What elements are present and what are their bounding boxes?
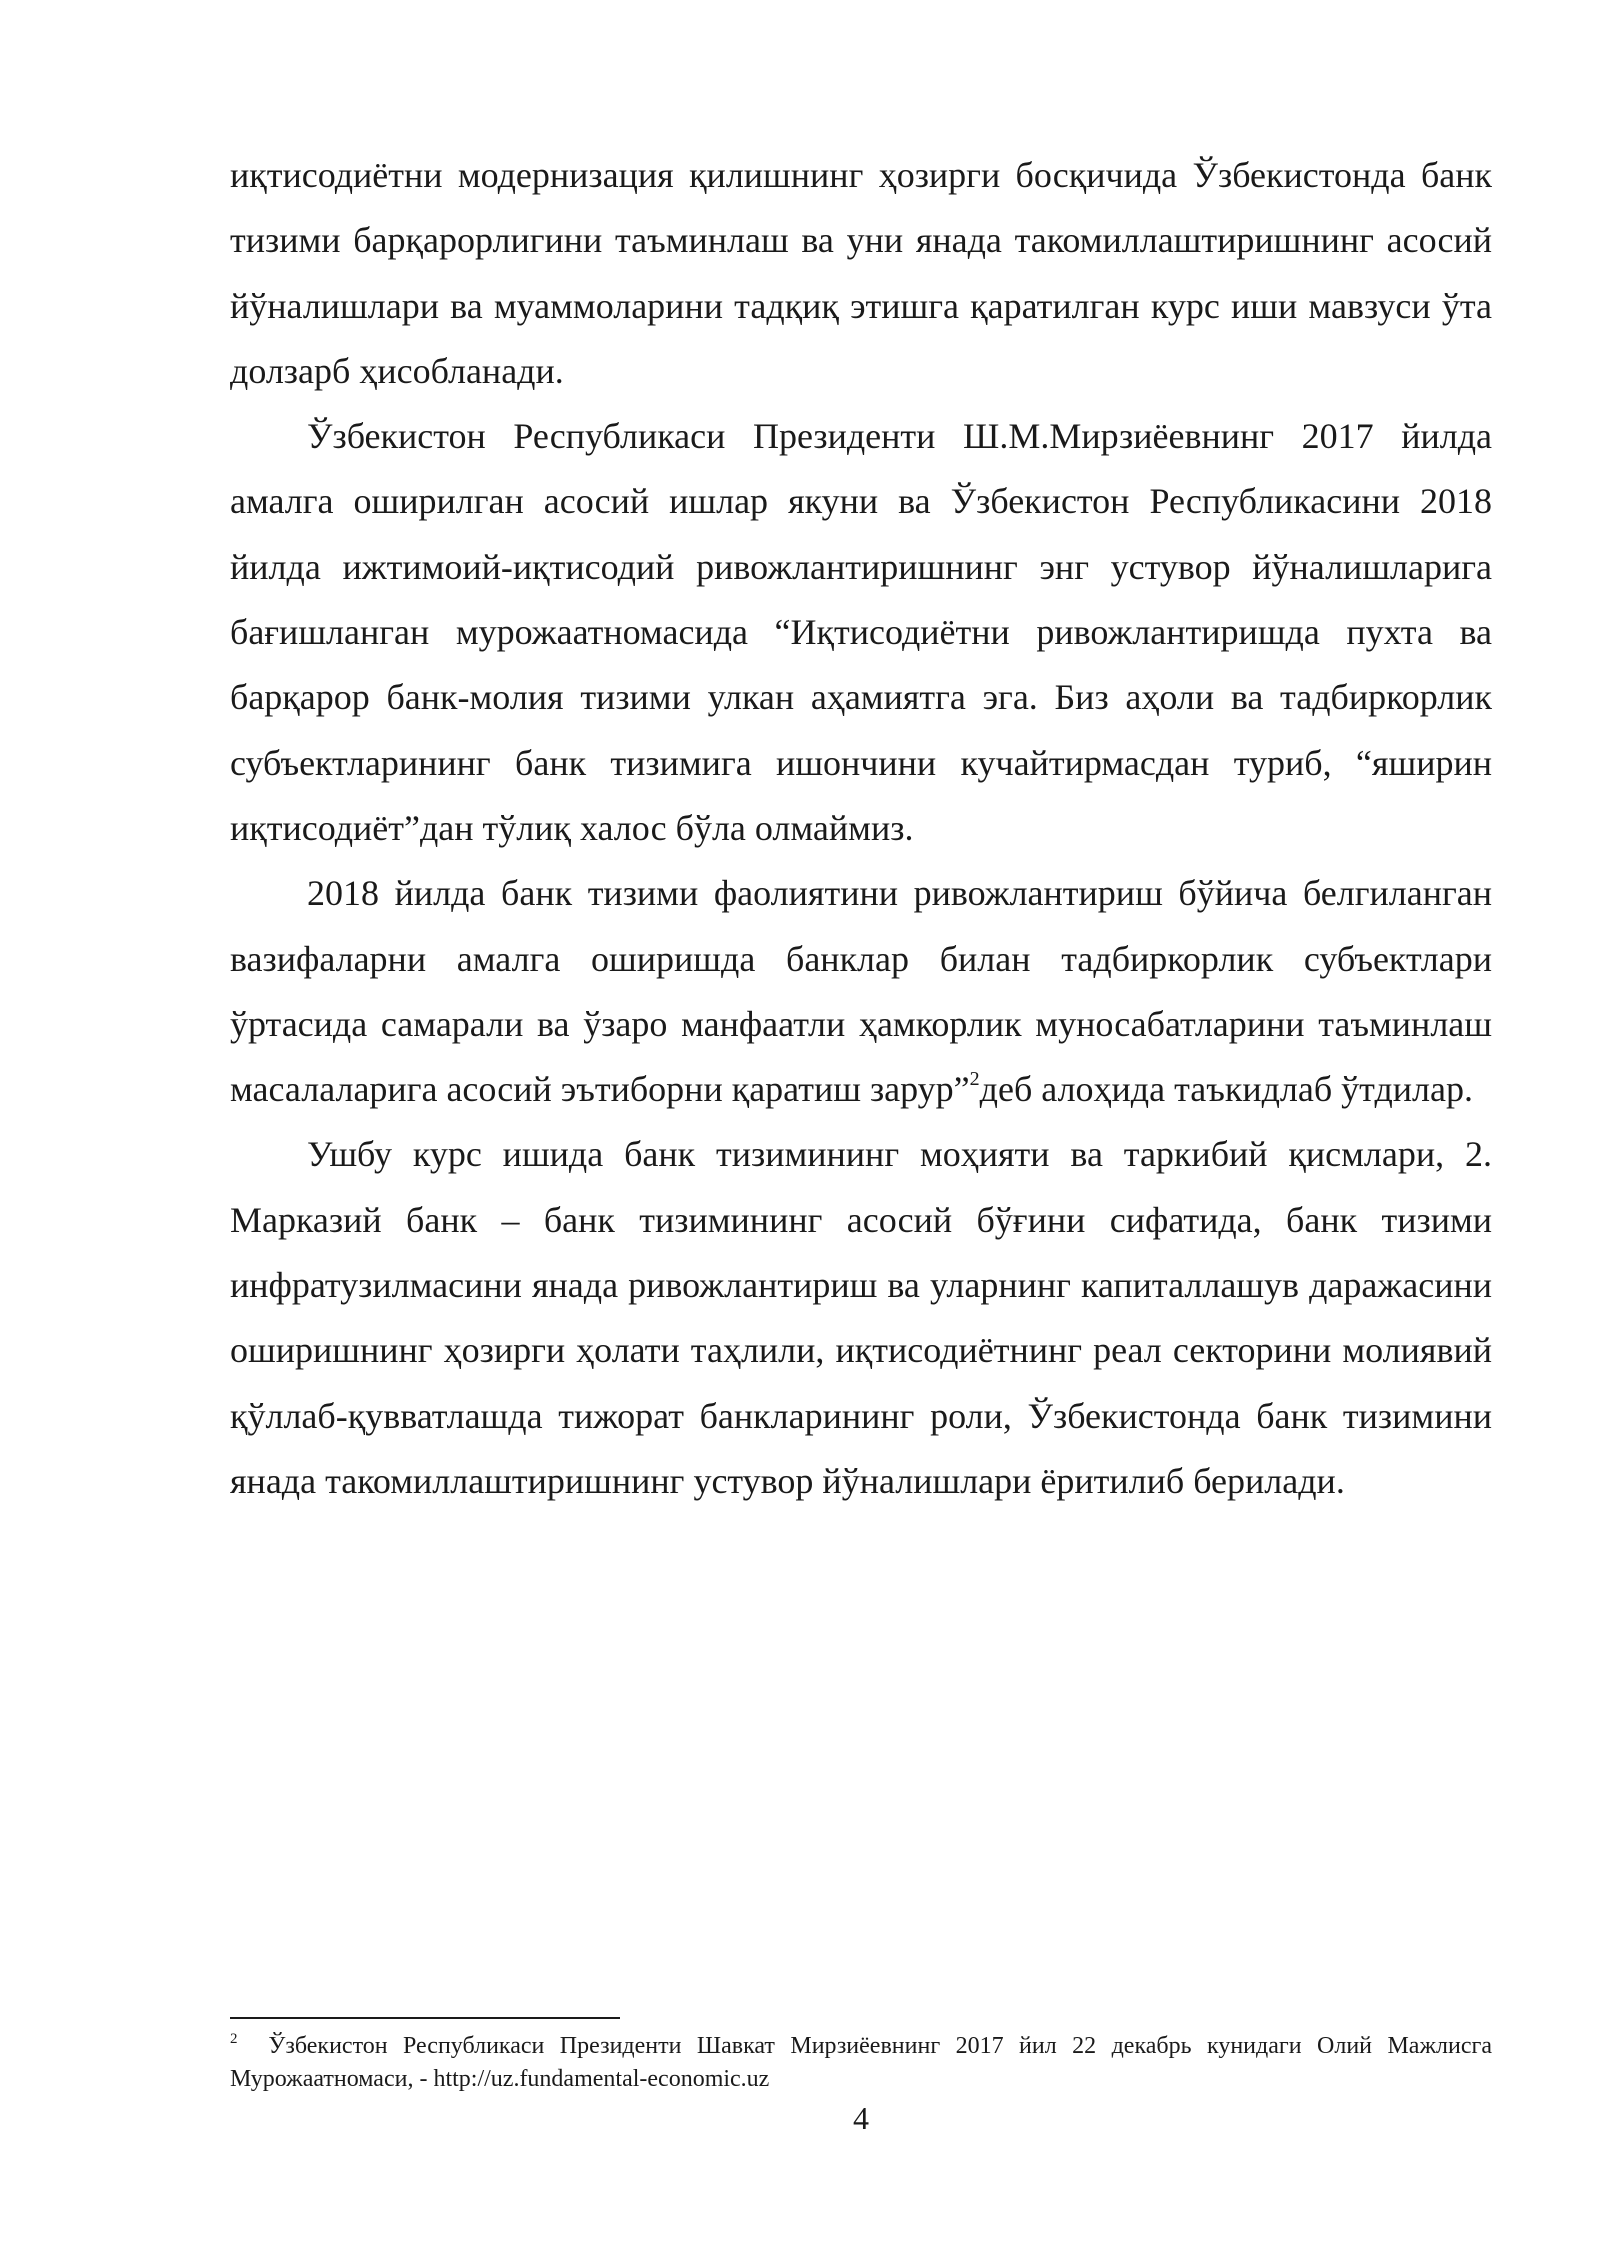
paragraph-continued bbox=[230, 143, 1492, 404]
paragraph-text: иқтисодиётни модернизация қилишнинг ҳозирги босқичида Ўзбекистонда банк тизими барқарорлигини таъминлаш ва уни янада такомиллаштиришнинг асосий йўналишлари ва муаммоларини тадқиқ этишга қаратилган курс иши мавзуси ўта долзарб ҳисобланади. bbox=[230, 155, 1492, 391]
paragraph-president-address bbox=[230, 404, 1492, 861]
paragraph-text: 2018 йилда банк тизими фаолиятини ривожлантириш бўйича белгиланган вазифаларни амалга оширишда банклар билан тадбиркорлик субъектлари ўртасида самарали ва ўзаро манфаатли ҳамкорлик муносабатларини таъминлаш масалаларига асосий эътиборни қаратиш зарур” bbox=[230, 873, 1492, 1110]
paragraph-course-work-scope bbox=[230, 1122, 1492, 1514]
paragraph-text-after: деб алоҳида таъкидлаб ўтдилар. bbox=[979, 1069, 1473, 1110]
paragraph-banking-tasks bbox=[230, 861, 1492, 1122]
paragraph-text: Ўзбекистон Республикаси Президенти Ш.М.Мирзиёевнинг 2017 йилда амалга оширилган асосий ишлар якуни ва Ўзбекистон Республикасини 2018 йилда ижтимоий-иқтисодий ривожлантиришнинг энг устувор йўналишларига бағишланган мурожаатномасида “Иқтисодиётни ривожлантиришда пухта ва барқарор банк-молия тизими улкан аҳамиятга эга. Биз аҳоли ва тадбиркорлик субъектларининг банк тизимига ишончини кучайтирмасдан туриб, “яширин иқтисодиёт”дан тўлиқ халос бўла олмаймиз. bbox=[230, 416, 1492, 848]
page-number: 4 bbox=[853, 2100, 869, 2136]
body-text bbox=[230, 143, 1492, 1514]
footnote-number: 2 bbox=[230, 2031, 238, 2047]
footnote bbox=[230, 2030, 1492, 2096]
paragraph-text: Ушбу курс ишида банк тизимининг моҳияти ва таркибий қисмлари, 2. Марказий банк – банк тизимининг асосий бўғини сифатида, банк тизими инфратузилмасини янада ривожлантириш ва уларнинг капиталлашув даражасини оширишнинг ҳозирги ҳолати таҳлили, иқтисодиётнинг реал секторини молиявий қўллаб-қувватлашда тижорат банкларининг роли, Ўзбекистонда банк тизимини янада такомиллаштиришнинг устувор йўналишлари ёритилиб берилади. bbox=[230, 1134, 1492, 1501]
footnote-separator bbox=[230, 2017, 620, 2019]
footnote-text: Ўзбекистон Республикаси Президенти Шавкат Мирзиёевнинг 2017 йил 22 декабрь кунидаги Олий Мажлисга Мурожаатномаси, - http://uz.fundamental-economic.uz bbox=[230, 2033, 1492, 2092]
footnote-reference[interactable]: 2 bbox=[969, 1068, 980, 1091]
